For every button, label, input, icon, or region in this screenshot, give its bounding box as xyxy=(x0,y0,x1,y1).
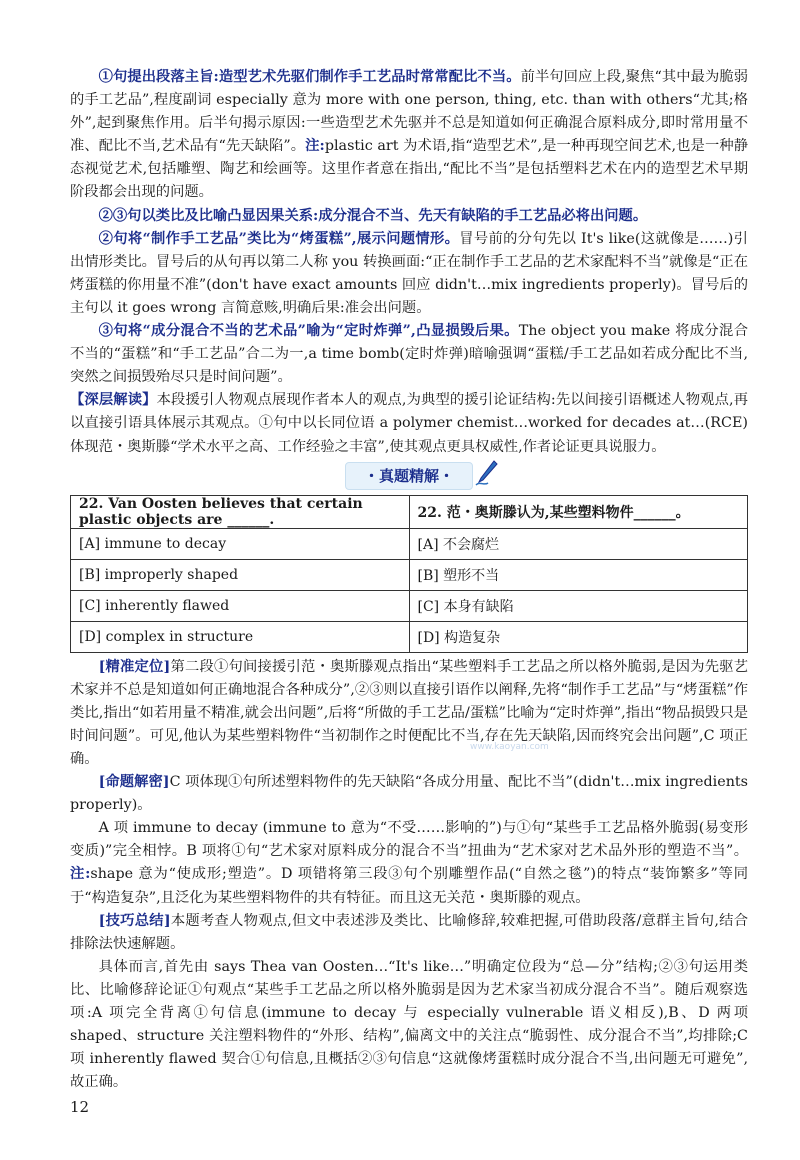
paragraph-1 xyxy=(70,66,748,205)
question-stem-en: 22. Van Oosten believes that certain plastic objects are ______. xyxy=(71,495,410,528)
distractor-analysis-body: A 项 immune to decay (immune to 意为“不受……影响的”)与①句“某些手工艺品格外脆弱(易变形变质)”完全相悖。B 项将①句“艺术家对原料成分的混合不当”扭曲为“艺术家对艺术品外形的塑造不当”。 xyxy=(70,820,748,860)
option-c-en: [C] inherently flawed xyxy=(71,590,410,621)
pen-icon xyxy=(474,459,498,487)
question-row xyxy=(71,495,748,528)
distractor-analysis-note: shape 意为“使成形;塑造”。D 项错将第三段③句个别雕塑作品(“自然之毯”)的特点“装饰繁多”等同于“构造复杂”,且泛化为某些塑料物件的共有特征。而且这无关范・奥斯滕的观点。 xyxy=(70,866,748,906)
option-a-zh: [A] 不会腐烂 xyxy=(409,528,748,559)
distractor-analysis-note-label: 注: xyxy=(70,866,91,883)
option-d-en: [D] complex in structure xyxy=(71,621,410,652)
question-decode xyxy=(70,771,748,817)
option-row-c xyxy=(71,590,748,621)
deep-analysis xyxy=(70,389,748,458)
paragraph-1-lead: ①句提出段落主旨:造型艺术先驱们制作手工艺品时常常配比不当。 xyxy=(98,69,521,85)
paragraph-3-body: 冒号前的分句先以 It's like(这就像是……)引出情形类比。冒号后的从句再以第二人称 you 转换画面:“正在制作手工艺品的艺术家配料不当”就像是“正在烤蛋糕的你用量不准”(don't have exact amounts 回应 didn't…mix ingredients properly)。冒号后的主句以 it goes wrong 言简意赅,明确后果:准会出问题。 xyxy=(70,230,748,316)
paragraph-1-note-label: 注: xyxy=(305,138,325,155)
paragraph-3 xyxy=(70,228,748,320)
deep-analysis-body: 本段援引人物观点展现作者本人的观点,为典型的援引论证结构:先以间接引语概述人物观点,再以直接引语具体展示其观点。①句中以长同位语 a polymer chemist…worked for decades at…(RCE)体现范・奥斯滕“学术水平之高、工作经验之丰富”,使其观点更具权威性,作者论证更具说服力。 xyxy=(70,392,749,455)
question-decode-tag: [命题解密] xyxy=(98,774,170,791)
paragraph-4-lead: ③句将“成分混合不当的艺术品”喻为“定时炸弹”,凸显损毁后果。 xyxy=(98,323,519,340)
option-row-d xyxy=(71,621,748,652)
option-c-zh: [C] 本身有缺陷 xyxy=(409,590,748,621)
question-decode-body: C 项体现①句所述塑料物件的先天缺陷“各成分用量、配比不当”(didn't…mix ingredients properly)。 xyxy=(70,774,748,814)
option-b-zh: [B] 塑形不当 xyxy=(409,559,748,590)
option-d-zh: [D] 构造复杂 xyxy=(409,621,748,652)
watermark: www.kaoyan.com xyxy=(470,742,549,752)
section-banner-wrap xyxy=(70,462,748,492)
technique-detail xyxy=(70,956,748,1095)
precise-location-tag: [精准定位] xyxy=(98,658,171,675)
option-a-en: [A] immune to decay xyxy=(71,528,410,559)
section-banner xyxy=(345,462,473,490)
option-row-a xyxy=(71,528,748,559)
option-row-b xyxy=(71,559,748,590)
precise-location xyxy=(70,656,748,771)
distractor-analysis xyxy=(70,817,748,909)
deep-analysis-tag: 【深层解读】 xyxy=(70,392,157,409)
paragraph-3-lead: ②句将“制作手工艺品”类比为“烤蛋糕”,展示问题情形。 xyxy=(98,230,460,247)
paragraph-1-note: plastic art 为术语,指“造型艺术”,是一种再现空间艺术,也是一种静态视觉艺术,包括雕塑、陶艺和绘画等。这里作者意在指出,“配比不当”是包括塑料艺术在内的造型艺术早期阶段都会出现的问题。 xyxy=(70,138,749,201)
technique-detail-body: 具体而言,首先由 says Thea van Oosten…“It's like…”明确定位段为“总—分”结构;②③句运用类比、比喻修辞论证①句观点“某些手工艺品之所以格外脆弱是因为艺术家当初成分混合不当”。随后观察选项:A 项完全背离①句信息(immune to decay 与 especially vulnerable 语义相反),B、D 两项 shaped、structure 关注塑料物件的“外形、结构”,偏离文中的关注点“脆弱性、成分混合不当”,均排除;C 项 inherently flawed 契合①句信息,且概括②③句信息“这就像烤蛋糕时成分混合不当,出问题无可避免”,故正确。 xyxy=(70,958,748,1091)
paragraph-2 xyxy=(70,205,748,228)
paragraph-4 xyxy=(70,320,748,389)
question-table xyxy=(70,495,748,653)
question-stem-zh: 22. 范・奥斯滕认为,某些塑料物件______。 xyxy=(409,495,748,528)
technique-summary xyxy=(70,910,748,956)
precise-location-body: 第二段①句间接援引范・奥斯滕观点指出“某些塑料手工艺品之所以格外脆弱,是因为先驱艺术家并不总是知道如何正确地混合各种成分”,②③则以直接引语作以阐释,先将“制作手工艺品”与“烤蛋糕”作类比,指出“如若用量不精准,就会出问题”,后将“所做的手工艺品/蛋糕”比喻为“定时炸弹”,指出“物品损毁只是时间问题”。可见,他认为某些塑料物件“当初制作之时便配比不当,存在先天缺陷,因而终究会出问题”,C 项正确。 xyxy=(70,658,749,767)
paragraph-1-body: 前半句回应上段,聚焦“其中最为脆弱的手工艺品”,程度副词 especially 意为 more with one person, thing, etc. than with others“尤其;格外”,起到聚焦作用。后半句揭示原因:一些造型艺术先驱并不总是知道如何正确混合原料成分,即时常用量不准、配比不当,艺术品有“先天缺陷”。 xyxy=(70,69,748,155)
paragraph-2-lead: ②③句以类比及比喻凸显因果关系:成分混合不当、先天有缺陷的手工艺品必将出问题。 xyxy=(98,207,648,224)
option-b-en: [B] improperly shaped xyxy=(71,559,410,590)
technique-summary-tag: [技巧总结] xyxy=(98,912,171,929)
paragraph-4-body: The object you make 将成分混合不当的“蛋糕”和“手工艺品”合二为一,a time bomb(定时炸弹)暗喻强调“蛋糕/手工艺品如若成分配比不当,突然之间损毁殆尽只是时间问题”。 xyxy=(70,323,748,386)
section-banner-title: ・真题精解・ xyxy=(363,466,454,485)
technique-summary-body: 本题考查人物观点,但文中表述涉及类比、比喻修辞,较难把握,可借助段落/意群主旨句,结合排除法快速解题。 xyxy=(70,912,748,952)
page-number: 12 xyxy=(70,1098,90,1116)
